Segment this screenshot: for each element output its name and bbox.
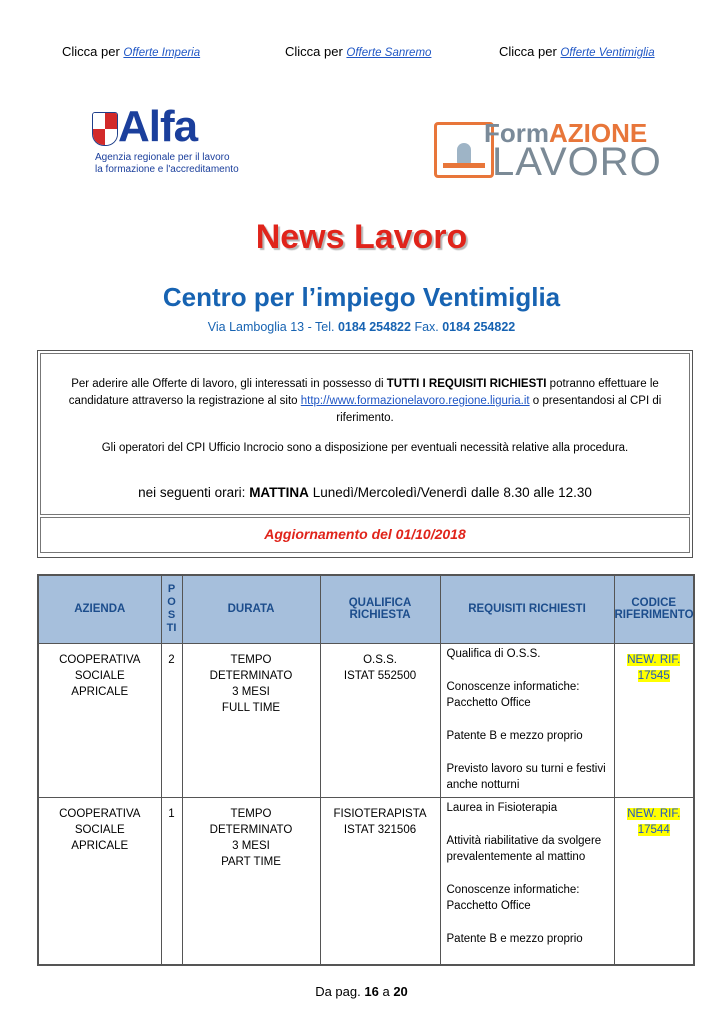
centro-address: Via Lamboglia 13 - Tel. 0184 254822 Fax. 0184 254822 [207, 320, 516, 334]
operators-note: Gli operatori del CPI Ufficio Incrocio sono a disposizione per eventuali necessità relative alla procedura. [101, 442, 629, 454]
info-box [37, 350, 693, 558]
office-hours: nei seguenti orari: MATTINA Lunedì/Mercoledì/Venerdì dalle 8.30 alle 12.30 [138, 485, 592, 500]
cell-codice: NEW. RIF. 17545 [614, 643, 694, 797]
codice-highlight: NEW. RIF. [627, 807, 681, 820]
offerte-sanremo-link[interactable]: Offerte Sanremo [346, 47, 432, 59]
table-row [38, 643, 694, 797]
cell-azienda: COOPERATIVA SOCIALE APRICALE [38, 797, 161, 965]
cell-posti: 2 [161, 643, 182, 797]
top-link-imperia: Clicca per Offerte Imperia [62, 44, 201, 59]
alfa-logo [92, 102, 272, 175]
col-durata: DURATA [182, 575, 320, 643]
col-posti: P O S TI [161, 575, 182, 643]
cell-qualifica: O.S.S. ISTAT 552500 [320, 643, 440, 797]
regione-site-link[interactable]: http://www.formazionelavoro.regione.liguria.it [300, 395, 530, 407]
cell-requisiti: Laurea in Fisioterapia Attività riabilitative da svolgere prevalentemente al mattino Conoscenze informatiche: Pacchetto Office Patente B e mezzo proprio [440, 797, 614, 965]
update-date: Aggiornamento del 01/10/2018 [264, 526, 466, 542]
cell-posti: 1 [161, 797, 182, 965]
top-links [0, 44, 723, 64]
table-row [38, 797, 694, 965]
offers-table [37, 574, 695, 966]
cell-durata: TEMPO DETERMINATO 3 MESI FULL TIME [182, 643, 320, 797]
centro-name: Centro per l’impiego Ventimiglia [162, 282, 561, 312]
liguria-shield-icon [92, 112, 118, 146]
col-qualifica: QUALIFICA RICHIESTA [320, 575, 440, 643]
cell-durata: TEMPO DETERMINATO 3 MESI PART TIME [182, 797, 320, 965]
cell-requisiti: Qualifica di O.S.S. Conoscenze informatiche: Pacchetto Office Patente B e mezzo proprio Previsto lavoro su turni e festivi anche notturni [440, 643, 614, 797]
info-panel [40, 353, 690, 515]
offerte-imperia-link[interactable]: Offerte Imperia [123, 47, 201, 59]
codice-highlight: NEW. RIF. [627, 653, 681, 666]
col-codice: CODICE RIFERIMENTO [614, 575, 694, 643]
formazione-lavoro-logo [434, 118, 684, 190]
col-requisiti: REQUISITI RICHIESTI [440, 575, 614, 643]
top-link-sanremo: Clicca per Offerte Sanremo [285, 44, 432, 59]
cell-codice: NEW. RIF. 17544 [614, 797, 694, 965]
lavoro-wordmark: LAVORO [492, 140, 662, 184]
page-title: News Lavoro [255, 218, 468, 256]
cell-azienda: COOPERATIVA SOCIALE APRICALE [38, 643, 161, 797]
alfa-wordmark: Alfa [118, 102, 198, 151]
alfa-subtitle: Agenzia regionale per il lavoro la formazione e l'accreditamento [95, 152, 239, 175]
offerte-ventimiglia-link[interactable]: Offerte Ventimiglia [560, 47, 655, 59]
page-range: Da pag. 16 a 20 [315, 984, 408, 999]
cell-qualifica: FISIOTERAPISTA ISTAT 321506 [320, 797, 440, 965]
top-link-ventimiglia: Clicca per Offerte Ventimiglia [499, 44, 655, 59]
formazione-wordmark: FormAZIONE [484, 118, 648, 148]
table-header-row [38, 575, 694, 643]
update-panel [40, 517, 690, 553]
col-azienda: AZIENDA [38, 575, 161, 643]
info-paragraph: Per aderire alle Offerte di lavoro, gli interessati in possesso di TUTTI I REQUISITI RICHIESTI potranno effettuare le candidature attraverso la registrazione al sito http://www.formazionelavoro.regione.liguria.it o presentandosi al CPI di riferimento. [68, 378, 662, 424]
